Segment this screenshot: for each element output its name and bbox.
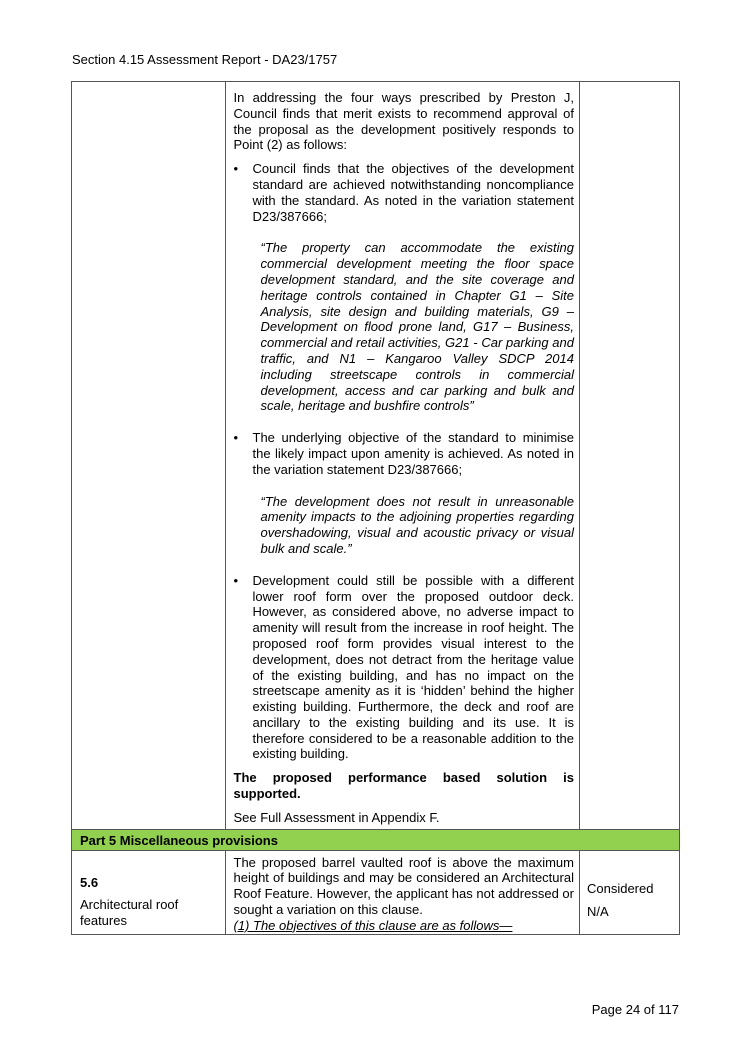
- bullet-icon: •: [233, 572, 239, 588]
- intro-paragraph: In addressing the four ways prescribed by Preston J, Council finds that merit exists to recommend approval of the proposal as the development positively responds to Point (2) as follows:: [233, 90, 574, 153]
- assessment-cell: [225, 850, 579, 934]
- bullet-text: Development could still be possible with a different lower roof form over the proposed outdoor deck. However, as considered above, no adverse impact to amenity will result from the increase in roof height. The proposed roof form provides visual interest to the development, does not detract from the heritage value of the existing building, and has no impact on the streetscape amenity as it is ‘hidden’ behind the higher existing building. Furthermore, the deck and roof are ancillary to the existing building and its use. It is therefore considered to be a reasonable addition to the existing building.: [252, 572, 574, 762]
- clause-assessment-text: The proposed barrel vaulted roof is above the maximum height of buildings and may be considered an Architectural Roof Feature. However, the applicant has not addressed or sought a variation on this clause.: [233, 854, 574, 918]
- bullet-item: [234, 430, 574, 557]
- status-cell-empty: [579, 82, 679, 830]
- bullet-icon: •: [233, 161, 239, 177]
- assessment-cell: [225, 82, 579, 830]
- clause-title: Architectural roof features: [80, 896, 179, 928]
- clause-cell: [72, 850, 226, 934]
- section-header-row: [72, 829, 680, 850]
- bullet-text: The underlying objective of the standard to minimise the likely impact upon amenity is achieved. As noted in the variation statement D23/387666;: [252, 430, 574, 477]
- section-title: Part 5 Miscellaneous provisions: [72, 829, 680, 850]
- assessment-table: [71, 81, 680, 935]
- table-row: [72, 82, 680, 830]
- page-number: Page 24 of 117: [591, 1002, 679, 1017]
- bullet-icon: •: [233, 430, 239, 446]
- bullet-item: [234, 161, 574, 414]
- table-row: [72, 850, 680, 934]
- quote-text: “The property can accommodate the existing commercial development meeting the floor space development standard, and the site coverage and heritage controls contained in Chapter G1 – Site Analysis, site design and building materials, G9 – Development on flood prone land, G17 – Business, commercial and retail activities, G21 - Car parking and traffic, and N1 – Kangaroo Valley SDCP 2014 including streetscape controls in commercial development, access and car parking and bulk and scale, heritage and bushfire controls”: [260, 240, 574, 414]
- clause-cell-empty: [72, 82, 226, 830]
- bullet-item: [234, 573, 574, 763]
- objectives-heading: (1) The objectives of this clause are as follows—: [233, 917, 513, 933]
- status-cell: [579, 850, 679, 934]
- page-header: Section 4.15 Assessment Report - DA23/1757: [72, 52, 338, 67]
- quote-text: “The development does not result in unreasonable amenity impacts to the adjoining properties regarding overshadowing, visual and acoustic privacy or visual bulk and scale.”: [260, 493, 574, 556]
- bullet-text: Council finds that the objectives of the development standard are achieved notwithstanding noncompliance with the standard. As noted in the variation statement D23/387666;: [252, 161, 574, 224]
- clause-number: 5.6: [80, 874, 99, 890]
- conclusion-text: The proposed performance based solution is supported.: [233, 770, 574, 802]
- status-considered: Considered: [586, 880, 654, 896]
- status-na: N/A: [586, 903, 609, 919]
- appendix-reference: See Full Assessment in Appendix F.: [233, 809, 440, 825]
